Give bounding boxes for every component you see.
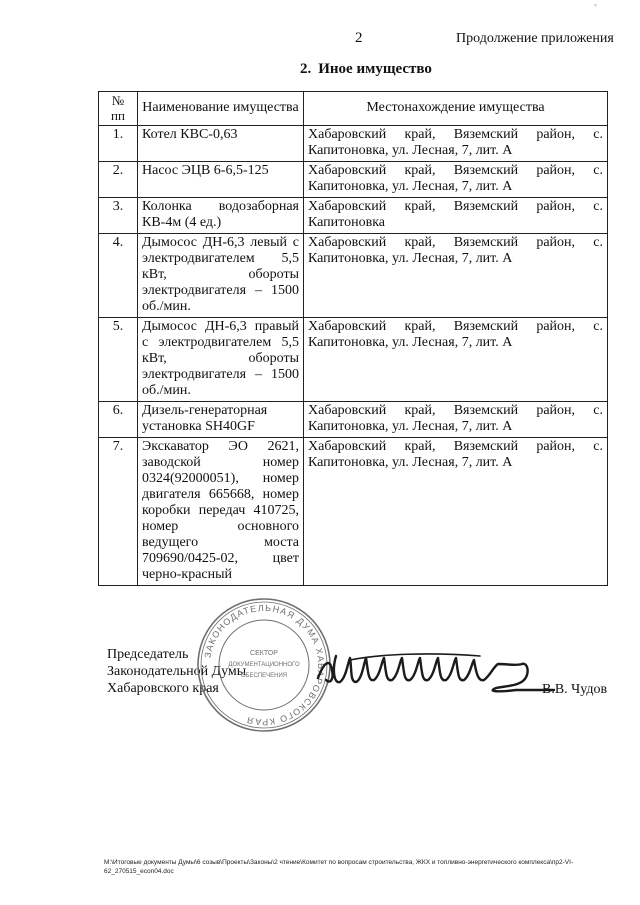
row-location: Хабаровский край, Вяземский район, с. Капитоновка, ул. Лесная, 7, лит. А [304,438,608,586]
signer-title-line2: Законодательной Думы [107,664,247,679]
row-name: Колонка водозаборная КВ-4м (4 ед.) [138,198,304,234]
section-number: 2. [300,61,312,77]
header-name: Наименование имущества [138,92,304,126]
row-number: 5. [99,318,138,402]
row-name: Насос ЭЦВ 6-6,5-125 [138,162,304,198]
corner-mark: * [594,4,597,10]
stamp-center-line2: ДОКУМЕНТАЦИОННОГО [228,662,300,668]
header-number-symbol: № [111,93,125,108]
file-path-footer: M:\Итоговые документы Думы\6 созыв\Проекты\Законы\2 чтение\Комитет по вопросам строительства, ЖКХ и топливно-энергетического комплекса\пр2-VI-62_270515_econ04.doc [104,859,574,875]
row-name: Экскаватор ЭО 2621, заводской номер 0324(92000051), номер двигателя 665668, номер коробки передач 410725, номер основного ведущего моста 709690/0425-02, цвет черно-красный [138,438,304,586]
stamp-center-line1: СЕКТОР [250,650,278,657]
row-number: 1. [99,126,138,162]
header-location: Местонахождение имущества [304,92,608,126]
header-number-abbr: пп [111,108,125,123]
row-number: 6. [99,402,138,438]
table-header-row [99,92,608,126]
continuation-label: Продолжение приложения [456,31,614,46]
row-name: Котел КВС-0,63 [138,126,304,162]
row-location: Хабаровский край, Вяземский район, с. Капитоновка [304,198,608,234]
signer-title-line1: Председатель [107,647,189,662]
row-number: 7. [99,438,138,586]
handwritten-signature [310,640,560,700]
stamp-ring-text: ЗАКОНОДАТЕЛЬНАЯ ДУМА ХАБАРОВСКОГО КРАЯ [202,602,327,728]
table-row [99,162,608,198]
row-location: Хабаровский край, Вяземский район, с. Капитоновка, ул. Лесная, 7, лит. А [304,234,608,318]
table-row [99,402,608,438]
signer-name: В.В. Чудов [542,682,608,697]
table-row [99,198,608,234]
row-location: Хабаровский край, Вяземский район, с. Капитоновка, ул. Лесная, 7, лит. А [304,126,608,162]
stamp-center-line3: ОБЕСПЕЧЕНИЯ [240,673,288,679]
table-row [99,318,608,402]
row-name: Дымосос ДН-6,3 левый с электродвигателем 5,5 кВт, обороты электродвигателя – 1500 об./мин. [138,234,304,318]
row-number: 2. [99,162,138,198]
table-row [99,438,608,586]
row-number: 4. [99,234,138,318]
page-number: 2 [355,30,363,46]
section-title-text: Иное имущество [318,61,432,77]
header-number [99,92,138,126]
table-row [99,234,608,318]
row-number: 3. [99,198,138,234]
row-name: Дымосос ДН-6,3 правый с электродвигателем 5,5 кВт, обороты электродвигателя – 1500 об./мин. [138,318,304,402]
signer-title-line3: Хабаровского края [107,681,219,696]
row-location: Хабаровский край, Вяземский район, с. Капитоновка, ул. Лесная, 7, лит. А [304,402,608,438]
table-row [99,126,608,162]
row-location: Хабаровский край, Вяземский район, с. Капитоновка, ул. Лесная, 7, лит. А [304,318,608,402]
property-table [98,91,608,586]
row-name: Дизель-генераторная установка SH40GF [138,402,304,438]
row-location: Хабаровский край, Вяземский район, с. Капитоновка, ул. Лесная, 7, лит. А [304,162,608,198]
section-title [300,61,432,78]
